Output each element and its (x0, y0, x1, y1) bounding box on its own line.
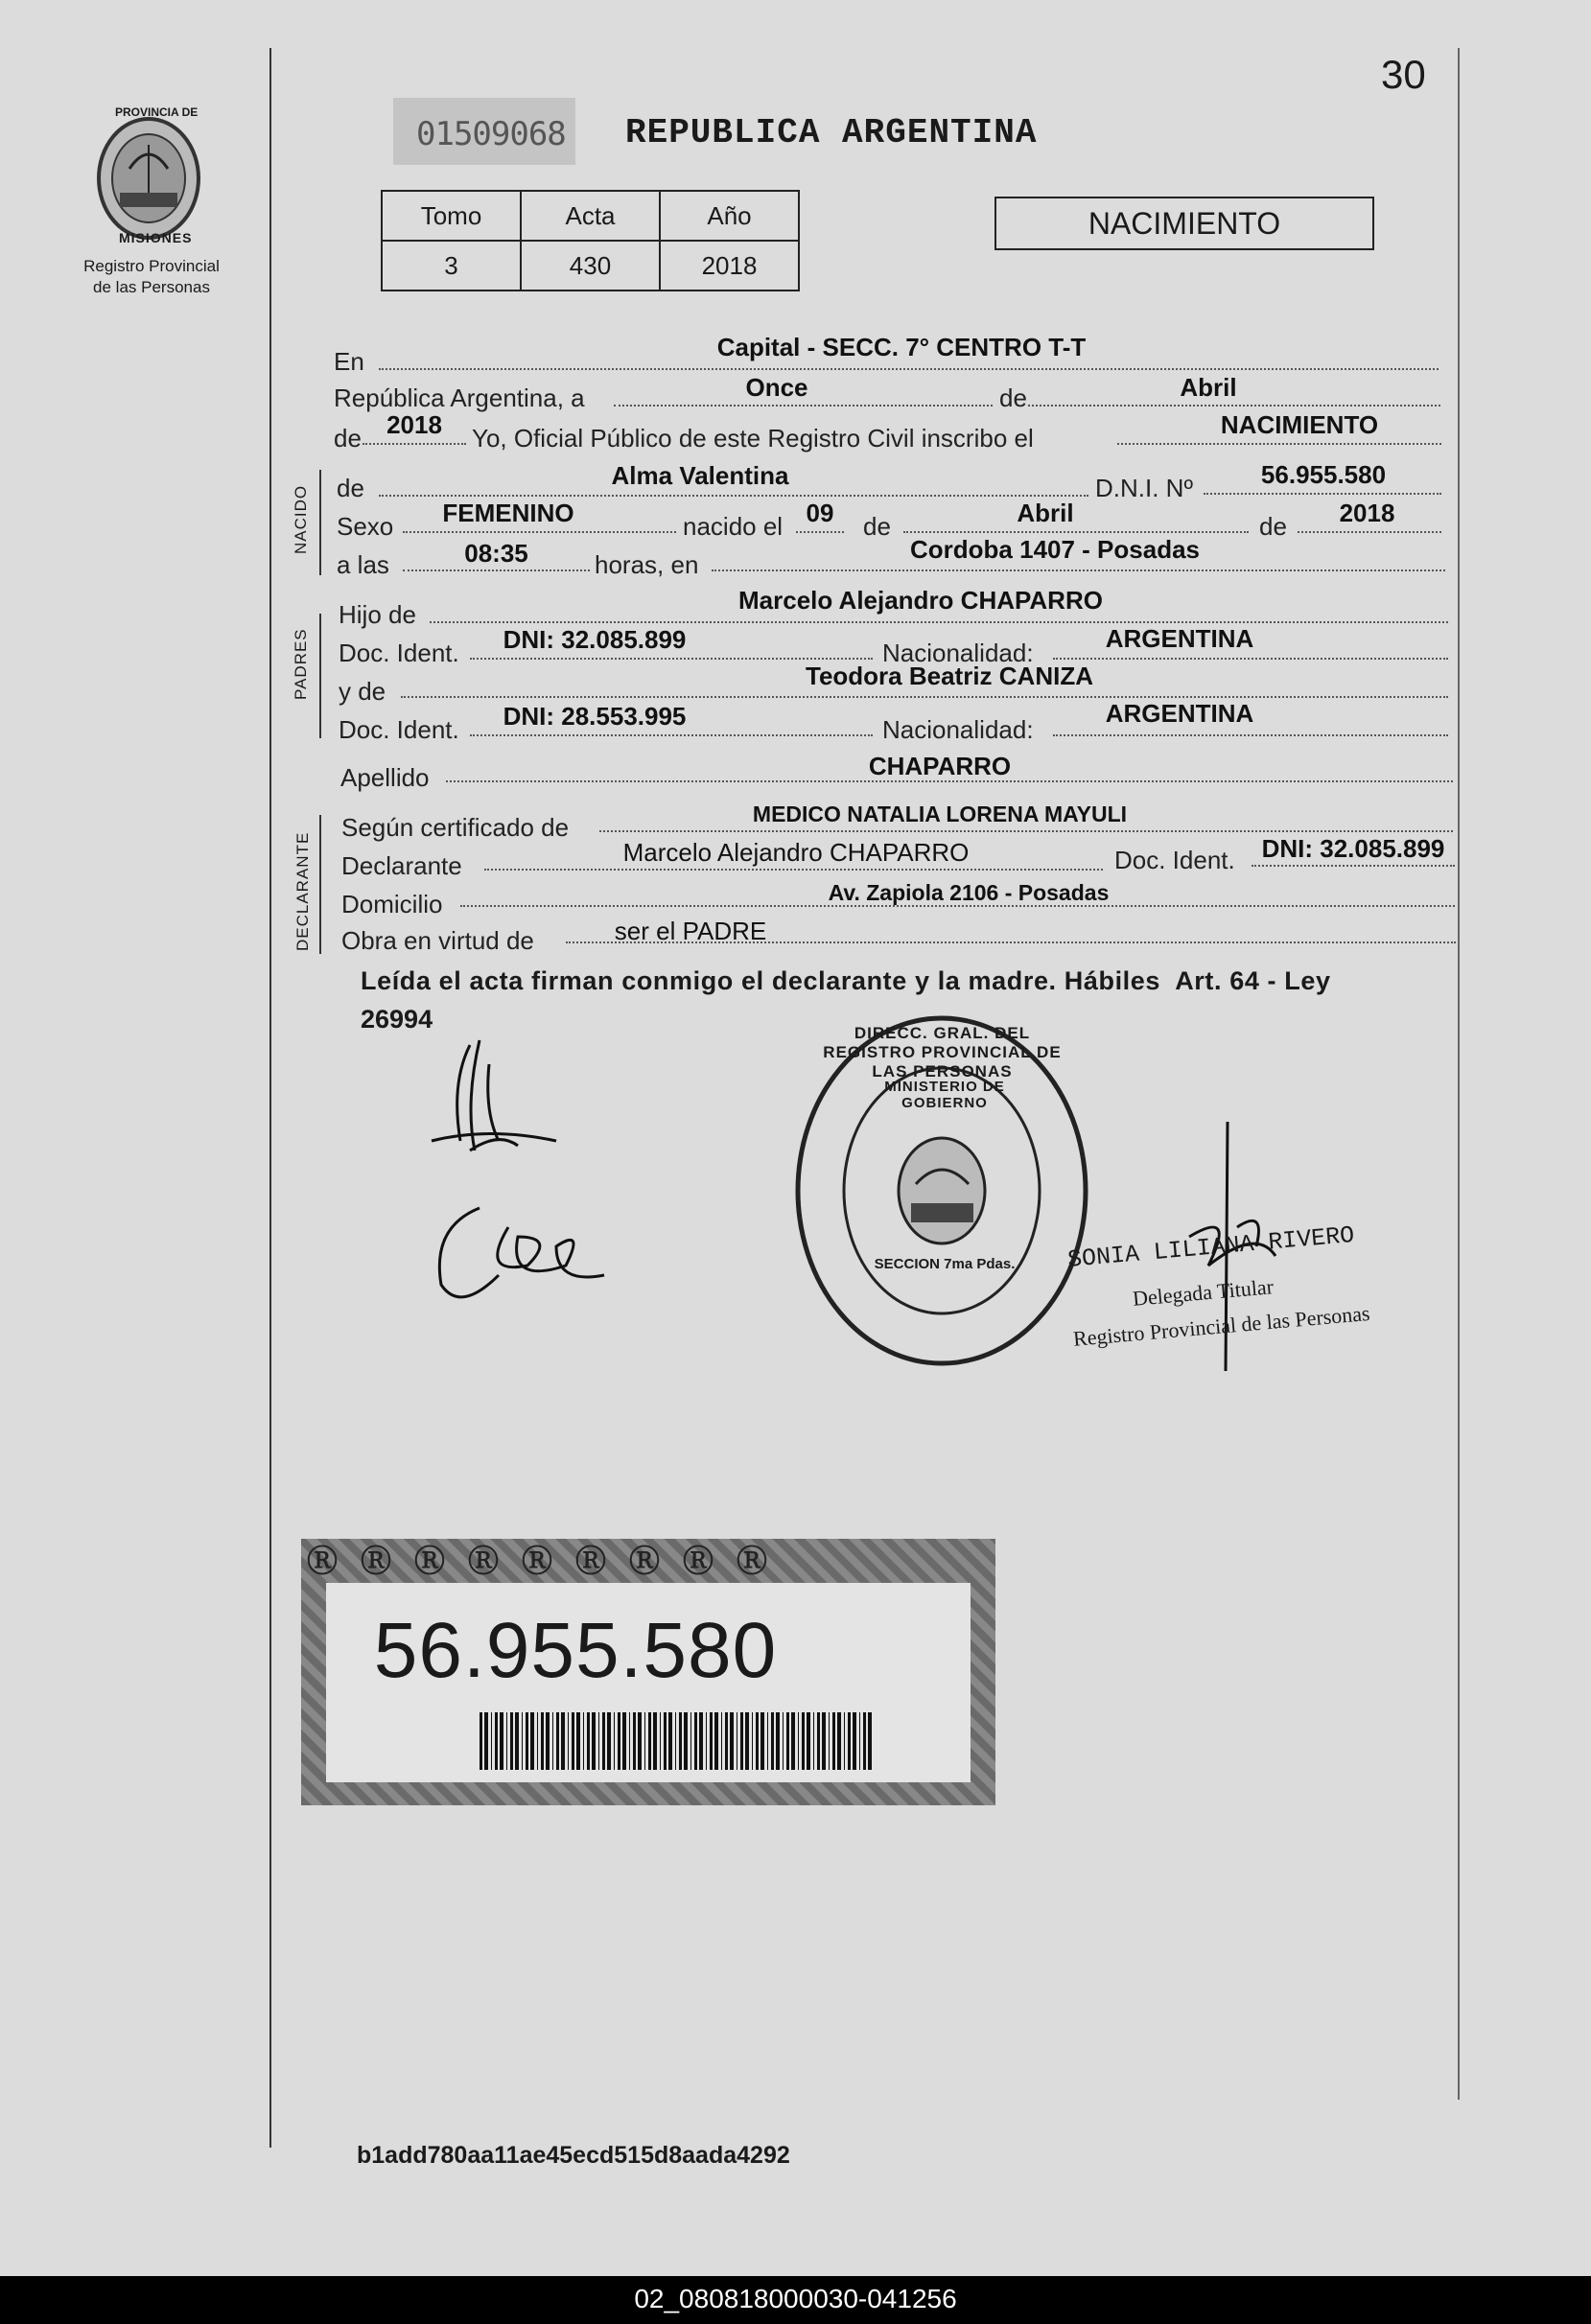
id-label-inner (326, 1583, 971, 1782)
intro-en-label: En (334, 347, 364, 376)
nacido-name: Alma Valentina (611, 461, 789, 490)
intro-day: Once (745, 373, 808, 402)
declarante-doc: DNI: 32.085.899 (1261, 834, 1445, 863)
intro-act: NACIMIENTO (1220, 410, 1379, 439)
intro-place: Capital - SECC. 7° CENTRO T-T (716, 333, 1087, 361)
rule (470, 658, 873, 660)
declarante-section-bar (319, 815, 321, 954)
intro-de-label-2: de (334, 424, 362, 453)
padres-section-label: PADRES (292, 628, 310, 700)
rule (614, 405, 993, 407)
rule (470, 734, 873, 736)
declarante-obra: ser el PADRE (614, 917, 767, 945)
intro-month: Abril (1180, 373, 1237, 402)
official-name: SONIA LILIANA RIVERO (1066, 1220, 1356, 1274)
document-hash: b1add780aa11ae45ecd515d8aada4292 (357, 2142, 790, 2169)
barcode (480, 1712, 873, 1770)
rule (903, 531, 1249, 533)
left-margin-line (269, 48, 271, 2148)
rule (1204, 493, 1441, 495)
record-table (381, 190, 800, 291)
rule (403, 569, 590, 571)
seal-bottom-text: SECCION 7ma Pdas. (874, 1256, 1016, 1272)
nacido-sexo-label: Sexo (337, 512, 394, 541)
nacido-day: 09 (806, 499, 834, 527)
province-logo (77, 102, 221, 255)
logo-caption-2: de las Personas (93, 278, 210, 296)
nacido-sexo: FEMENINO (442, 499, 574, 527)
id-label (301, 1539, 995, 1805)
declarante-name: Marcelo Alejandro CHAPARRO (622, 838, 970, 867)
intro-year: 2018 (386, 410, 442, 439)
rule (363, 443, 466, 445)
padres-mother-nat: ARGENTINA (1105, 699, 1254, 728)
padres-section-bar (319, 614, 321, 738)
padres-father-doc: DNI: 32.085.899 (503, 625, 687, 654)
padres-father-nat: ARGENTINA (1105, 624, 1254, 653)
footer-bar (0, 2276, 1591, 2324)
declarante-cert-label: Según certificado de (341, 813, 570, 842)
nacido-place: Cordoba 1407 - Posadas (910, 535, 1200, 564)
rule (1028, 405, 1440, 407)
rule (379, 495, 1088, 497)
footer-code: 02_080818000030-041256 (634, 2284, 957, 2313)
nacido-section-bar (319, 470, 321, 575)
official-org: Registro Provincial de las Personas (1072, 1300, 1371, 1351)
rule (1252, 865, 1455, 867)
nacido-dni: 56.955.580 (1260, 460, 1387, 489)
declarante-doc-label: Doc. Ident. (1114, 846, 1235, 874)
nacido-section-label: NACIDO (292, 484, 310, 554)
padres-hijo-label: Hijo de (339, 600, 416, 629)
rule (401, 696, 1448, 698)
padres-nac-label: Nacionalidad: (882, 639, 1034, 667)
nacido-a-las-label: a las (337, 550, 389, 579)
closing-text-1: Leída el acta firman conmigo el declarante y la madre. Hábiles Art. 64 - Ley (361, 966, 1331, 995)
declarante-dom-label: Domicilio (341, 890, 443, 918)
mother-signature (422, 1189, 633, 1328)
nacido-horas-label: horas, en (595, 550, 699, 579)
padres-doc-label: Doc. Ident. (339, 639, 459, 667)
closing-text-2: 26994 (361, 1005, 433, 1034)
apellido-value: CHAPARRO (868, 752, 1012, 780)
intro-rep-label: República Argentina, a (334, 383, 585, 412)
table-header-ano: Año (660, 191, 799, 241)
rule (599, 830, 1453, 832)
padres-mother-doc: DNI: 28.553.995 (503, 702, 687, 731)
declarante-section-label: DECLARANTE (293, 831, 312, 951)
serial-stamp (393, 98, 575, 165)
declarante-decl-label: Declarante (341, 851, 462, 880)
logo-bottom-text: MISIONES (119, 230, 193, 245)
padres-yde-label: y de (339, 677, 386, 706)
rule (1053, 658, 1448, 660)
table-header-tomo: Tomo (382, 191, 521, 241)
rule (712, 569, 1445, 571)
page-number: 30 (1381, 52, 1426, 97)
rule (430, 621, 1448, 623)
serial-number: 01509068 (416, 115, 566, 153)
table-header-acta: Acta (521, 191, 660, 241)
nacido-time: 08:35 (464, 539, 528, 568)
nacido-de-label: de (337, 474, 364, 502)
record-type-box: NACIMIENTO (994, 197, 1374, 250)
rule (1298, 531, 1441, 533)
seal-inner-text: MINISTERIO DE GOBIERNO (884, 1079, 1005, 1111)
declarante-cert: MEDICO NATALIA LORENA MAYULI (752, 802, 1128, 826)
rule (379, 368, 1439, 370)
rule (484, 869, 1103, 871)
official-title: Delegada Titular (1132, 1274, 1275, 1311)
padres-nac-label-2: Nacionalidad: (882, 715, 1034, 744)
table-value-tomo: 3 (382, 241, 521, 290)
id-label-r-pattern: ⓇⓇⓇⓇⓇⓇⓇⓇⓇ (307, 1543, 791, 1579)
nacido-nacido-label: nacido el (683, 512, 784, 541)
padres-mother: Teodora Beatriz CANIZA (806, 662, 1093, 690)
rule (1053, 734, 1448, 736)
declarante-domicilio: Av. Zapiola 2106 - Posadas (828, 880, 1110, 905)
seal-outer-text-top (810, 1024, 1074, 1081)
header-title: REPUBLICA ARGENTINA (625, 113, 1038, 152)
seal-outer-text-span: DIRECC. GRAL. DEL REGISTRO PROVINCIAL DE LAS PERSONAS (823, 1024, 1062, 1081)
right-margin-line (1458, 48, 1460, 2100)
logo-top-text: PROVINCIA DE (115, 105, 199, 119)
padres-father: Marcelo Alejandro CHAPARRO (738, 586, 1103, 615)
declarante-obra-label: Obra en virtud de (341, 926, 534, 955)
id-number: 56.955.580 (373, 1607, 778, 1694)
intro-inscribo-label: Yo, Oficial Público de este Registro Civil inscribo el (472, 424, 1034, 453)
rule (796, 531, 844, 533)
nacido-year: 2018 (1339, 499, 1395, 527)
intro-de-label: de (999, 383, 1027, 412)
rule (1117, 443, 1441, 445)
nacido-de-label-2: de (863, 512, 891, 541)
logo-caption-1: Registro Provincial (83, 257, 220, 275)
padres-doc-label-2: Doc. Ident. (339, 715, 459, 744)
apellido-label: Apellido (340, 763, 430, 792)
table-value-acta: 430 (521, 241, 660, 290)
table-value-ano: 2018 (660, 241, 799, 290)
nacido-de-label-3: de (1259, 512, 1287, 541)
declarant-signature (412, 1026, 585, 1203)
rule (403, 531, 676, 533)
nacido-dni-label: D.N.I. Nº (1095, 474, 1193, 502)
nacido-month: Abril (1017, 499, 1074, 527)
